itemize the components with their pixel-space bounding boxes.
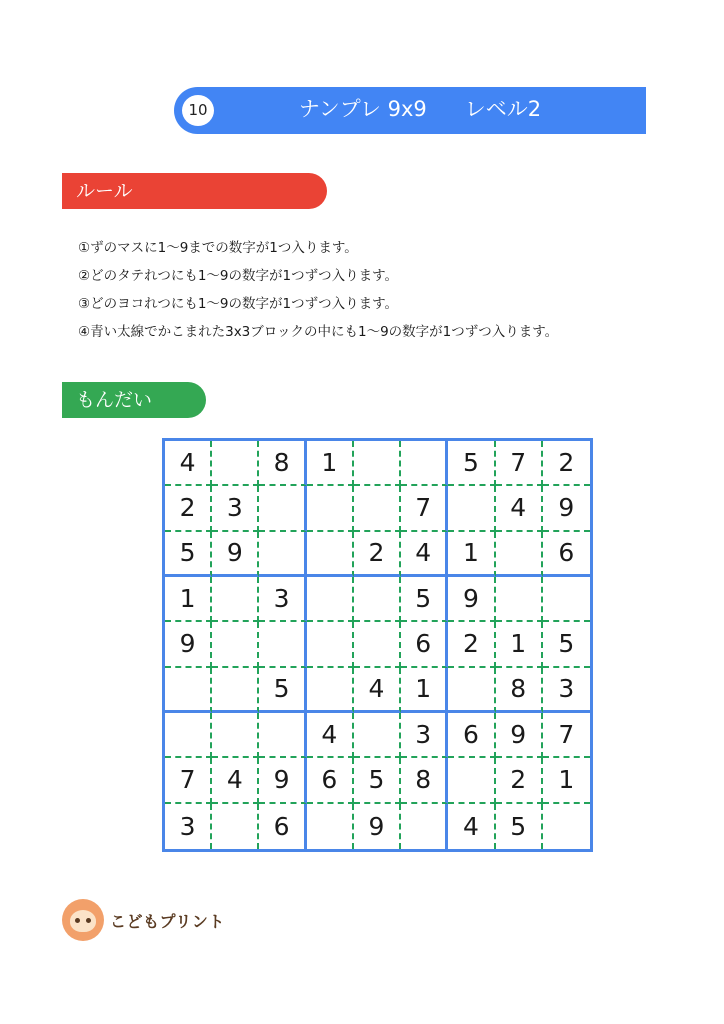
rule-item: ①ずのマスに1～9までの数字が1つ入ります。: [78, 240, 358, 256]
sudoku-cell-r9c8: 5: [496, 804, 543, 849]
sudoku-cell-r1c5[interactable]: [354, 441, 401, 486]
sudoku-cell-r2c4[interactable]: [307, 486, 354, 531]
sudoku-cell-r3c2: 9: [212, 532, 259, 577]
sudoku-grid: [162, 438, 593, 852]
sudoku-cell-r2c9: 9: [543, 486, 590, 531]
title-bar: [174, 87, 646, 134]
sudoku-cell-r5c9: 5: [543, 622, 590, 667]
sudoku-cell-r9c4[interactable]: [307, 804, 354, 849]
sudoku-cell-r1c7: 5: [448, 441, 495, 486]
sudoku-cell-r9c3: 6: [259, 804, 306, 849]
sudoku-cell-r6c2[interactable]: [212, 668, 259, 713]
rules-list: [78, 234, 558, 346]
sudoku-cell-r7c9: 7: [543, 713, 590, 758]
sudoku-cell-r1c8: 7: [496, 441, 543, 486]
sudoku-cell-r5c1: 9: [165, 622, 212, 667]
sudoku-cell-r5c2[interactable]: [212, 622, 259, 667]
sudoku-cell-r2c7[interactable]: [448, 486, 495, 531]
sudoku-cell-r3c1: 5: [165, 532, 212, 577]
sudoku-cell-r1c3: 8: [259, 441, 306, 486]
sudoku-cell-r7c4: 4: [307, 713, 354, 758]
sudoku-cell-r6c3: 5: [259, 668, 306, 713]
cat-face-icon: [62, 899, 104, 941]
sudoku-cell-r1c6[interactable]: [401, 441, 448, 486]
sudoku-cell-r9c1: 3: [165, 804, 212, 849]
sudoku-cell-r8c7[interactable]: [448, 758, 495, 803]
sudoku-cell-r9c2[interactable]: [212, 804, 259, 849]
sudoku-cell-r7c8: 9: [496, 713, 543, 758]
sudoku-cell-r4c4[interactable]: [307, 577, 354, 622]
sudoku-cell-r4c6: 5: [401, 577, 448, 622]
brand-name: こどもプリント: [110, 911, 225, 931]
sudoku-cell-r9c9[interactable]: [543, 804, 590, 849]
sudoku-cell-r4c2[interactable]: [212, 577, 259, 622]
sudoku-cell-r4c1: 1: [165, 577, 212, 622]
sudoku-cell-r9c5: 9: [354, 804, 401, 849]
sudoku-cell-r6c4[interactable]: [307, 668, 354, 713]
sudoku-cell-r4c9[interactable]: [543, 577, 590, 622]
sudoku-cell-r3c4[interactable]: [307, 532, 354, 577]
sudoku-cell-r1c1: 4: [165, 441, 212, 486]
sudoku-cell-r3c6: 4: [401, 532, 448, 577]
sudoku-cell-r5c4[interactable]: [307, 622, 354, 667]
sudoku-cell-r7c7: 6: [448, 713, 495, 758]
brand-logo: [62, 898, 225, 942]
sudoku-cell-r2c3[interactable]: [259, 486, 306, 531]
sudoku-cell-r1c4: 1: [307, 441, 354, 486]
sudoku-cell-r5c8: 1: [496, 622, 543, 667]
sudoku-cell-r3c8[interactable]: [496, 532, 543, 577]
sudoku-cell-r6c5: 4: [354, 668, 401, 713]
sudoku-cell-r1c9: 2: [543, 441, 590, 486]
sudoku-cell-r3c7: 1: [448, 532, 495, 577]
sudoku-cell-r7c1[interactable]: [165, 713, 212, 758]
worksheet-title: [174, 87, 646, 134]
rule-item: ②どのタテれつにも1～9の数字が1つずつ入ります。: [78, 268, 399, 284]
sudoku-cell-r6c7[interactable]: [448, 668, 495, 713]
sudoku-cell-r1c2[interactable]: [212, 441, 259, 486]
worksheet-number: 10: [182, 95, 214, 126]
rule-item: ④青い太線でかこまれた3x3ブロックの中にも1～9の数字が1つずつ入ります。: [78, 324, 559, 340]
sudoku-cell-r8c1: 7: [165, 758, 212, 803]
sudoku-cell-r4c3: 3: [259, 577, 306, 622]
sudoku-cell-r3c5: 2: [354, 532, 401, 577]
sudoku-cell-r7c6: 3: [401, 713, 448, 758]
sudoku-cell-r3c9: 6: [543, 532, 590, 577]
sudoku-cell-r4c5[interactable]: [354, 577, 401, 622]
sudoku-cell-r7c5[interactable]: [354, 713, 401, 758]
sudoku-cell-r5c7: 2: [448, 622, 495, 667]
sudoku-cell-r8c2: 4: [212, 758, 259, 803]
rule-item: ③どのヨコれつにも1～9の数字が1つずつ入ります。: [78, 296, 399, 312]
sudoku-cell-r5c5[interactable]: [354, 622, 401, 667]
sudoku-cell-r2c5[interactable]: [354, 486, 401, 531]
sudoku-cell-r5c3[interactable]: [259, 622, 306, 667]
puzzle-type: ナンプレ 9x9: [298, 97, 427, 121]
sudoku-cell-r6c9: 3: [543, 668, 590, 713]
sudoku-cell-r9c7: 4: [448, 804, 495, 849]
sudoku-cell-r2c2: 3: [212, 486, 259, 531]
sudoku-cell-r7c2[interactable]: [212, 713, 259, 758]
sudoku-cell-r2c1: 2: [165, 486, 212, 531]
sudoku-cell-r8c3: 9: [259, 758, 306, 803]
sudoku-cell-r4c8[interactable]: [496, 577, 543, 622]
sudoku-cell-r6c8: 8: [496, 668, 543, 713]
rules-heading: ルール: [62, 173, 327, 209]
sudoku-cell-r6c1[interactable]: [165, 668, 212, 713]
problem-heading: もんだい: [62, 382, 206, 418]
sudoku-cell-r3c3[interactable]: [259, 532, 306, 577]
sudoku-cell-r7c3[interactable]: [259, 713, 306, 758]
sudoku-cell-r8c9: 1: [543, 758, 590, 803]
sudoku-cell-r8c4: 6: [307, 758, 354, 803]
sudoku-cell-r9c6[interactable]: [401, 804, 448, 849]
sudoku-cell-r4c7: 9: [448, 577, 495, 622]
sudoku-cell-r2c8: 4: [496, 486, 543, 531]
sudoku-cell-r5c6: 6: [401, 622, 448, 667]
sudoku-cell-r8c5: 5: [354, 758, 401, 803]
sudoku-cell-r2c6: 7: [401, 486, 448, 531]
sudoku-cell-r8c6: 8: [401, 758, 448, 803]
puzzle-level: レベル2: [464, 97, 542, 121]
sudoku-cell-r6c6: 1: [401, 668, 448, 713]
sudoku-cell-r8c8: 2: [496, 758, 543, 803]
